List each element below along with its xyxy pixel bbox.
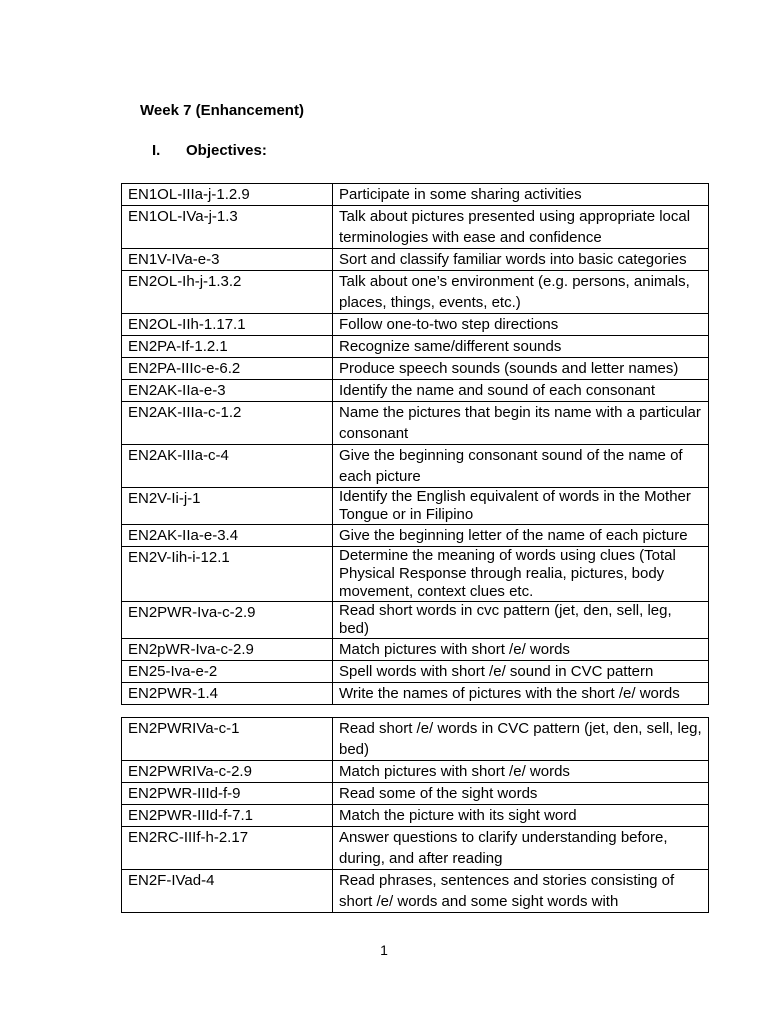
competency-description: Give the beginning letter of the name of each picture [333, 525, 709, 547]
competency-code: EN2PA-If-1.2.1 [122, 336, 333, 358]
competency-code: EN25-Iva-e-2 [122, 661, 333, 683]
competency-description: Read short words in cvc pattern (jet, den, sell, leg, bed) [333, 602, 709, 639]
competency-description: Produce speech sounds (sounds and letter names) [333, 358, 709, 380]
table-row [122, 547, 709, 602]
table-row [122, 525, 709, 547]
table-row [122, 683, 709, 705]
competency-code: EN2AK-IIa-e-3 [122, 380, 333, 402]
competency-description: Recognize same/different sounds [333, 336, 709, 358]
competency-code: EN1OL-IVa-j-1.3 [122, 206, 333, 249]
table-row [122, 206, 709, 249]
table-row [122, 336, 709, 358]
table-row [122, 314, 709, 336]
competency-code: EN2AK-IIa-e-3.4 [122, 525, 333, 547]
competency-description: Sort and classify familiar words into basic categories [333, 249, 709, 271]
table-row [122, 761, 709, 783]
competency-code: EN2V-Ii-j-1 [122, 488, 333, 525]
competency-code: EN2PWR-IIId-f-7.1 [122, 805, 333, 827]
table-row [122, 380, 709, 402]
table-row [122, 661, 709, 683]
section-number: I. [152, 142, 161, 159]
competency-description: Match pictures with short /e/ words [333, 639, 709, 661]
competency-code: EN2PWR-IIId-f-9 [122, 783, 333, 805]
competency-code: EN2OL-IIh-1.17.1 [122, 314, 333, 336]
competency-code: EN1OL-IIIa-j-1.2.9 [122, 184, 333, 206]
table-row [122, 805, 709, 827]
table-row [122, 402, 709, 445]
competency-code: EN2PWR-Iva-c-2.9 [122, 602, 333, 639]
competency-description: Follow one-to-two step directions [333, 314, 709, 336]
competency-code: EN2pWR-Iva-c-2.9 [122, 639, 333, 661]
competency-code: EN2PWRIVa-c-2.9 [122, 761, 333, 783]
table-row [122, 184, 709, 206]
competency-description: Give the beginning consonant sound of the name of each picture [333, 445, 709, 488]
competency-description: Match pictures with short /e/ words [333, 761, 709, 783]
competency-code: EN2RC-IIIf-h-2.17 [122, 827, 333, 870]
competency-description: Match the picture with its sight word [333, 805, 709, 827]
table-row [122, 718, 709, 761]
table-row [122, 249, 709, 271]
competency-description: Read short /e/ words in CVC pattern (jet, den, sell, leg, bed) [333, 718, 709, 761]
table-row [122, 639, 709, 661]
competency-code: EN2AK-IIIa-c-1.2 [122, 402, 333, 445]
competency-description: Participate in some sharing activities [333, 184, 709, 206]
competency-description: Talk about pictures presented using appropriate local terminologies with ease and confidence [333, 206, 709, 249]
competency-description: Identify the name and sound of each consonant [333, 380, 709, 402]
competency-code: EN1V-IVa-e-3 [122, 249, 333, 271]
competency-code: EN2PWRIVa-c-1 [122, 718, 333, 761]
table-row [122, 827, 709, 870]
competency-code: EN2AK-IIIa-c-4 [122, 445, 333, 488]
objectives-table-1 [121, 183, 709, 705]
competency-code: EN2V-Iih-i-12.1 [122, 547, 333, 602]
table-row [122, 870, 709, 913]
competency-code: EN2PWR-1.4 [122, 683, 333, 705]
table-row [122, 783, 709, 805]
page-title: Week 7 (Enhancement) [140, 102, 304, 119]
competency-code: EN2PA-IIIc-e-6.2 [122, 358, 333, 380]
page-number: 1 [380, 942, 388, 958]
competency-description: Read phrases, sentences and stories consisting of short /e/ words and some sight words with [333, 870, 709, 913]
competency-code: EN2F-IVad-4 [122, 870, 333, 913]
competency-description: Answer questions to clarify understanding before, during, and after reading [333, 827, 709, 870]
section-label: Objectives: [186, 142, 267, 159]
table-row [122, 358, 709, 380]
competency-description: Spell words with short /e/ sound in CVC pattern [333, 661, 709, 683]
table-row [122, 271, 709, 314]
competency-code: EN2OL-Ih-j-1.3.2 [122, 271, 333, 314]
table-row [122, 602, 709, 639]
competency-description: Talk about one’s environment (e.g. persons, animals, places, things, events, etc.) [333, 271, 709, 314]
table-row [122, 445, 709, 488]
competency-description: Determine the meaning of words using clues (Total Physical Response through realia, pictures, body movement, context clues etc. [333, 547, 709, 602]
competency-description: Identify the English equivalent of words in the Mother Tongue or in Filipino [333, 488, 709, 525]
competency-description: Write the names of pictures with the short /e/ words [333, 683, 709, 705]
table-row [122, 488, 709, 525]
competency-description: Read some of the sight words [333, 783, 709, 805]
section-heading-objectives [152, 141, 267, 161]
competency-description: Name the pictures that begin its name with a particular consonant [333, 402, 709, 445]
objectives-table-2 [121, 717, 709, 913]
